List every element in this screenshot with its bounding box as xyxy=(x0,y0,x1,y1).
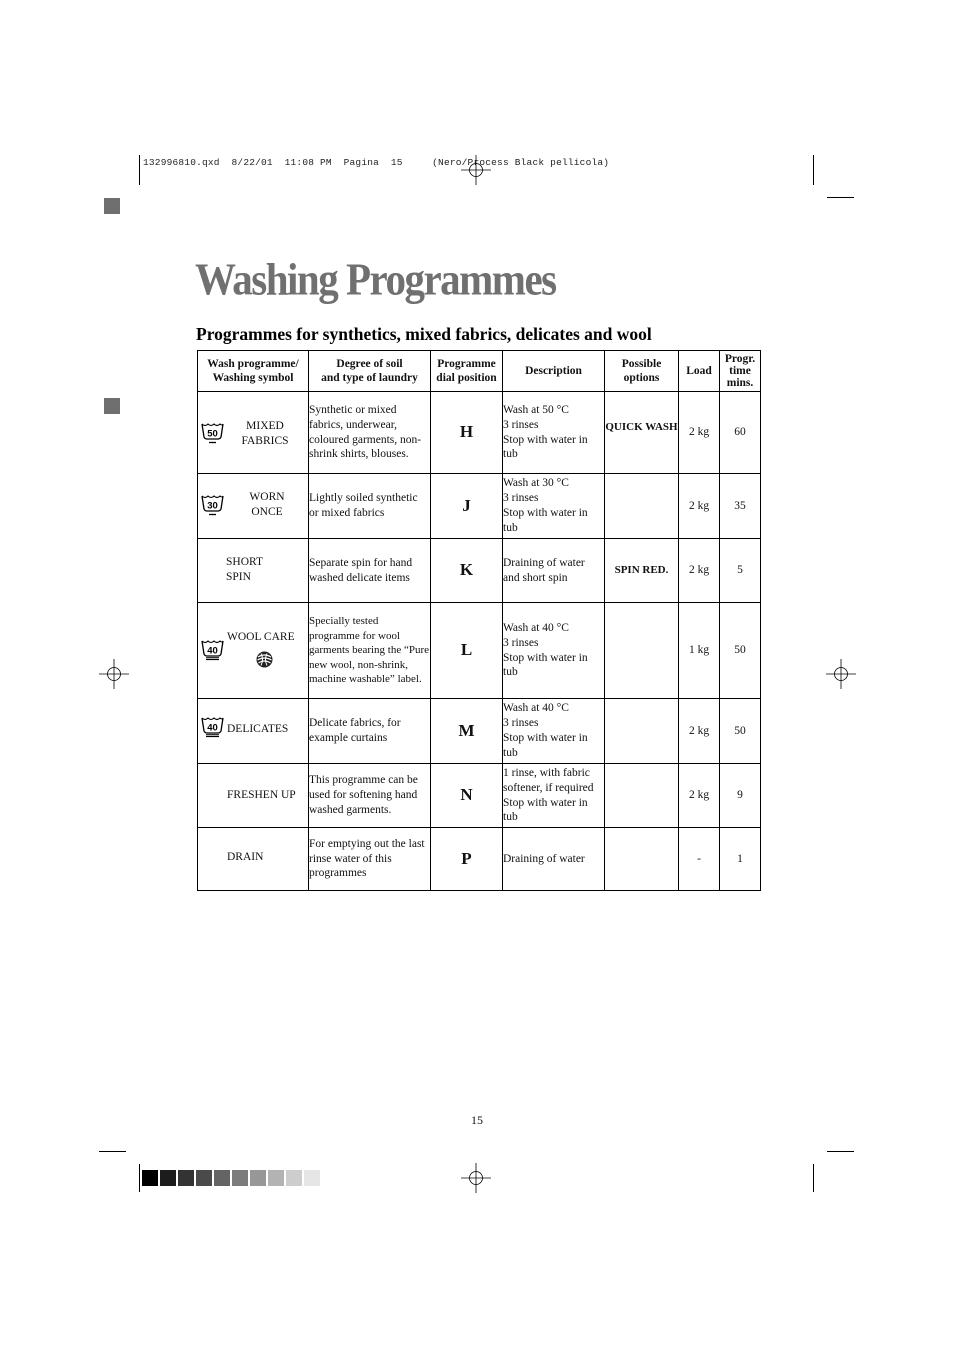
wash-tub-temperature-icon xyxy=(201,494,225,516)
header-soil: Degree of soil and type of laundry xyxy=(309,351,431,392)
soil-cell: For emptying out the last rinse water of this programmes xyxy=(309,828,431,891)
table-row xyxy=(198,764,761,828)
crosshair-registration-icon xyxy=(99,659,129,689)
programme-cell xyxy=(198,699,309,764)
table-row xyxy=(198,539,761,603)
crosshair-registration-icon xyxy=(461,1163,491,1193)
description-cell: Wash at 40 °C 3 rinses Stop with water in tub xyxy=(503,699,605,764)
gray-swatch xyxy=(304,1170,320,1186)
programme-cell xyxy=(198,474,309,539)
gray-swatch xyxy=(250,1170,266,1186)
description-cell: Wash at 30 °C 3 rinses Stop with water in tub xyxy=(503,474,605,539)
registration-box xyxy=(104,198,120,214)
programme-name: DRAIN xyxy=(227,851,264,863)
table-row xyxy=(198,474,761,539)
section-subtitle: Programmes for synthetics, mixed fabrics, delicates and wool xyxy=(196,324,652,344)
load-cell: 2 kg xyxy=(679,392,720,474)
soil-cell: This programme can be used for softening hand washed garments. xyxy=(309,764,431,828)
programme-name: SHORT SPIN xyxy=(226,556,264,583)
header-load: Load xyxy=(679,351,720,392)
option-cell xyxy=(605,764,679,828)
load-cell: 2 kg xyxy=(679,474,720,539)
time-cell: 9 xyxy=(720,764,761,828)
page-title: Washing Programmes xyxy=(195,253,556,305)
time-cell: 35 xyxy=(720,474,761,539)
option-cell: QUICK WASH xyxy=(605,392,679,474)
soil-cell: Lightly soiled synthetic or mixed fabrics xyxy=(309,474,431,539)
programme-name: WOOL CARE xyxy=(227,631,295,643)
table-row xyxy=(198,603,761,699)
svg-text:50: 50 xyxy=(207,428,218,440)
dial-position: J xyxy=(431,474,503,539)
description-cell: 1 rinse, with fabric softener, if required Stop with water in tub xyxy=(503,764,605,828)
description-cell: Wash at 40 °C 3 rinses Stop with water in tub xyxy=(503,603,605,699)
wash-tub-temperature-icon xyxy=(201,639,225,661)
soil-cell: Separate spin for hand washed delicate items xyxy=(309,539,431,603)
wash-tub-temperature-icon xyxy=(201,716,225,738)
time-cell: 50 xyxy=(720,699,761,764)
load-cell: 2 kg xyxy=(679,539,720,603)
time-cell: 60 xyxy=(720,392,761,474)
load-cell: 1 kg xyxy=(679,603,720,699)
dial-position: N xyxy=(431,764,503,828)
print-slug: 132996810.qxd 8/22/01 11:08 PM Pagina 15 (Nero/Process Black pellicola) xyxy=(143,157,610,168)
table-row xyxy=(198,699,761,764)
option-cell xyxy=(605,603,679,699)
crosshair-registration-icon xyxy=(461,155,491,185)
dial-position: M xyxy=(431,699,503,764)
programme-name: FRESHEN UP xyxy=(227,789,296,801)
page-number: 15 xyxy=(471,1113,483,1127)
header-dial: Programme dial position xyxy=(431,351,503,392)
soil-cell: Delicate fabrics, for example curtains xyxy=(309,699,431,764)
programme-cell xyxy=(198,392,309,474)
gray-swatch xyxy=(160,1170,176,1186)
table-row xyxy=(198,392,761,474)
crop-mark xyxy=(813,1164,814,1192)
svg-text:40: 40 xyxy=(207,645,218,657)
dial-position: P xyxy=(431,828,503,891)
dial-position: L xyxy=(431,603,503,699)
registration-box xyxy=(104,398,120,414)
gray-swatch xyxy=(232,1170,248,1186)
programme-name: WORN ONCE xyxy=(249,491,285,518)
table-row xyxy=(198,828,761,891)
gray-swatch xyxy=(178,1170,194,1186)
wash-tub-temperature-icon xyxy=(201,422,225,444)
svg-text:30: 30 xyxy=(207,500,218,512)
description-cell: Draining of water and short spin xyxy=(503,539,605,603)
dial-position: H xyxy=(431,392,503,474)
description-cell: Wash at 50 °C 3 rinses Stop with water in tub xyxy=(503,392,605,474)
load-cell: 2 kg xyxy=(679,699,720,764)
header-time: Progr. time mins. xyxy=(720,351,761,392)
gray-swatch xyxy=(268,1170,284,1186)
option-cell xyxy=(605,828,679,891)
description-cell: Draining of water xyxy=(503,828,605,891)
svg-text:40: 40 xyxy=(207,722,218,734)
crosshair-registration-icon xyxy=(826,659,856,689)
programme-name: MIXED FABRICS xyxy=(241,420,289,447)
woolmark-icon xyxy=(255,650,274,669)
table-header-row xyxy=(198,351,761,392)
time-cell: 1 xyxy=(720,828,761,891)
load-cell: 2 kg xyxy=(679,764,720,828)
crop-mark xyxy=(139,1164,140,1192)
programme-cell xyxy=(198,539,309,603)
gray-swatch xyxy=(142,1170,158,1186)
crop-mark xyxy=(99,1151,126,1152)
option-cell xyxy=(605,699,679,764)
dial-position: K xyxy=(431,539,503,603)
load-cell: - xyxy=(679,828,720,891)
soil-cell: Synthetic or mixed fabrics, underwear, coloured garments, non-shrink shirts, blouses. xyxy=(309,392,431,474)
time-cell: 50 xyxy=(720,603,761,699)
programme-cell xyxy=(198,603,309,699)
option-cell xyxy=(605,474,679,539)
soil-cell: Specially tested programme for wool garments bearing the “Pure new wool, non-shrink, machine washable” label. xyxy=(309,603,431,699)
programme-name: DELICATES xyxy=(227,723,289,735)
crop-mark xyxy=(139,155,140,185)
crop-mark xyxy=(813,155,814,185)
crop-mark xyxy=(827,1151,854,1152)
header-programme: Wash programme/ Washing symbol xyxy=(198,351,309,392)
time-cell: 5 xyxy=(720,539,761,603)
programme-cell xyxy=(198,828,309,891)
header-description: Description xyxy=(503,351,605,392)
crop-mark xyxy=(827,197,854,198)
option-cell: SPIN RED. xyxy=(605,539,679,603)
programme-cell xyxy=(198,764,309,828)
gray-swatch xyxy=(286,1170,302,1186)
gray-swatch xyxy=(196,1170,212,1186)
programmes-table xyxy=(197,350,761,891)
gray-swatch xyxy=(214,1170,230,1186)
header-options: Possible options xyxy=(605,351,679,392)
